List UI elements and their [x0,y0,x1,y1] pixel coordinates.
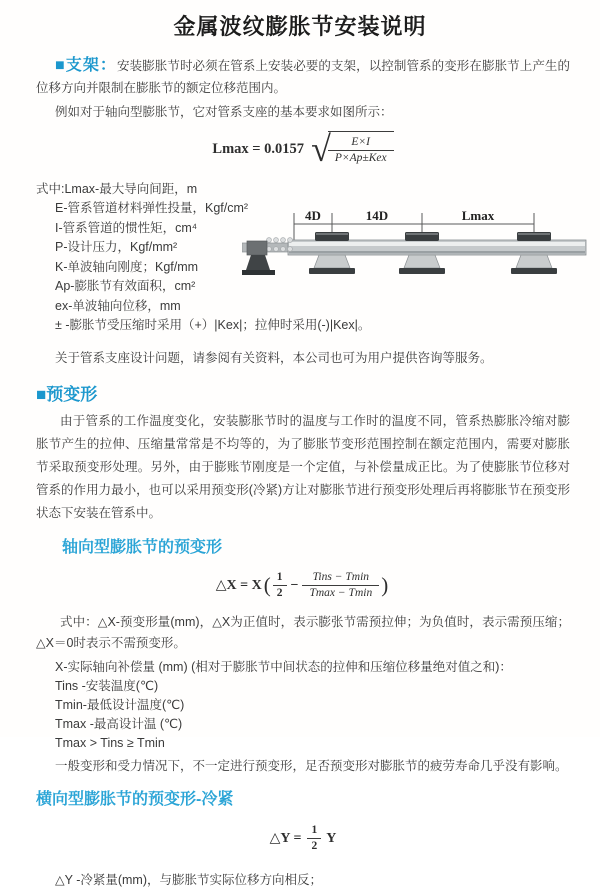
lateral-formula-rhs: Y [326,830,337,846]
lateral-note: △Y -冷紧量(mm)，与膨胀节实际位移方向相反； [55,872,323,887]
sqrt-radical-group [311,131,394,167]
definition-item: ex-单波轴向位移，mm [55,298,181,313]
dim-label-4d: 4D [305,208,321,223]
axial-formula [36,568,570,604]
pipe-support-diagram [242,208,594,300]
definition-item: K-单波轴向刚度；Kgf/mm [55,259,199,274]
definition-item: ± -膨胀节受压缩时采用（+）|Kex|；拉伸时采用(-)|Kex|。 [55,318,371,332]
open-paren: ( [263,573,271,597]
dim-label-14d: 14D [365,208,389,223]
temperature-fraction [302,571,379,600]
definition-item: P-设计压力，Kgf/mm² [55,240,178,254]
axial-note: 一般变形和受力情况下，不一定进行预变形，足否预变形对膨胀节的疲劳寿命几乎没有影响。 [55,758,568,773]
predeform-paragraph: 由于管系的工作温度变化，安装膨胀节时的温度与工作时的温度不同，管系热膨胀冷缩对膨胀节产生的拉伸、压缩量常常是不均等的，为了膨胀节变形范围控制在额定范围内，需要对膨胀节采取预变形处理。另外，由于膨账节刚度是一个定值，与补偿量成正比。为了使膨胀节位移对管系的作用力最小，也可以采用预变形(冷紧)方让对膨胀节进行预变形处理后再将膨胀节在预变形状态下安装在管系中。 [36,413,570,520]
support-paragraph-text: 安装膨胀节时必须在管系上安装必要的支架，以控制管系的变形在膨胀节上产生的位移方向并限制在膨胀节的额定位移范围内。 [36,59,570,95]
definitions-intro: 式中:Lmax-最大导向间距，m [36,182,198,196]
definition-item: E-管系管道材料弹性投量，Kgf/cm² [55,201,249,215]
lmax-fraction-numerator: E×I [328,136,394,151]
support-note: 关于管系支座设计问题，请参阅有关资料，本公司也可为用户提供咨询等服务。 [55,350,493,365]
lateral-formula-lhs: △Y = [269,831,302,846]
definition-item: Ap-膨胀节有效面积，cm² [55,279,196,293]
axial-explanation: 式中：△X-预变形量(mm)，△X为正值时，表示膨张节需预拉伸；为负值时，表示需预压缩；△X＝0时表示不需预变形。 [36,614,570,650]
half-denominator: 2 [276,587,283,599]
lmax-fraction [328,131,394,167]
content-area [0,55,600,890]
temp-definition: Tins -安装温度(℃) [55,678,159,693]
one-half-fraction [307,824,321,853]
half-denominator: 2 [311,840,318,852]
sqrt-icon: √ [311,129,331,169]
page-title: 金属波纹膨胀节安装说明 [173,14,427,39]
lateral-subsection-heading: 横向型膨胀节的预变形-冷紧 [36,790,234,808]
definition-item: I-管系管道的惯性矩，cm⁴ [55,220,198,235]
axial-formula-lhs: △X = X [215,578,262,593]
axial-subsection-heading: 轴向型膨胀节的预变形 [62,538,223,556]
pipe-shadow [289,251,585,254]
lateral-formula [36,822,570,856]
one-half-fraction [273,571,287,600]
temp-definition: Tmin-最低设计温度(℃) [55,697,185,712]
support-example-line: 例如对于轴向型膨胀节，它对管系支座的基本要求如图所示： [55,105,393,119]
dim-label-lmax: Lmax [461,208,495,223]
pipe-highlight [289,242,585,246]
support-paragraph [36,55,570,99]
lmax-formula-lhs: Lmax = 0.0157 [212,140,305,157]
support-section-label: ■支架： [55,57,118,74]
half-numerator: 1 [307,824,321,839]
temp-relation: Tmax > Tins ≥ Tmin [55,735,165,750]
axial-x-definition: X-实际轴向补偿量 (mm) (相对于膨胀节中间状态的拉伸和压缩位移量绝对值之和)： [55,659,512,674]
predeform-section-heading: ■预变形 [36,384,98,404]
close-paren: ) [381,573,389,597]
half-numerator: 1 [273,571,287,586]
lmax-formula [36,128,570,170]
temp-fraction-denominator: Tmax − Tmin [309,587,373,599]
temp-definition: Tmax -最高设计温 (℃) [55,716,183,731]
temp-fraction-numerator: Tins − Tmin [302,571,379,586]
minus-sign: − [290,577,299,593]
lmax-fraction-denominator: P×Ap±Kex [334,152,387,164]
definitions-block [36,179,570,368]
